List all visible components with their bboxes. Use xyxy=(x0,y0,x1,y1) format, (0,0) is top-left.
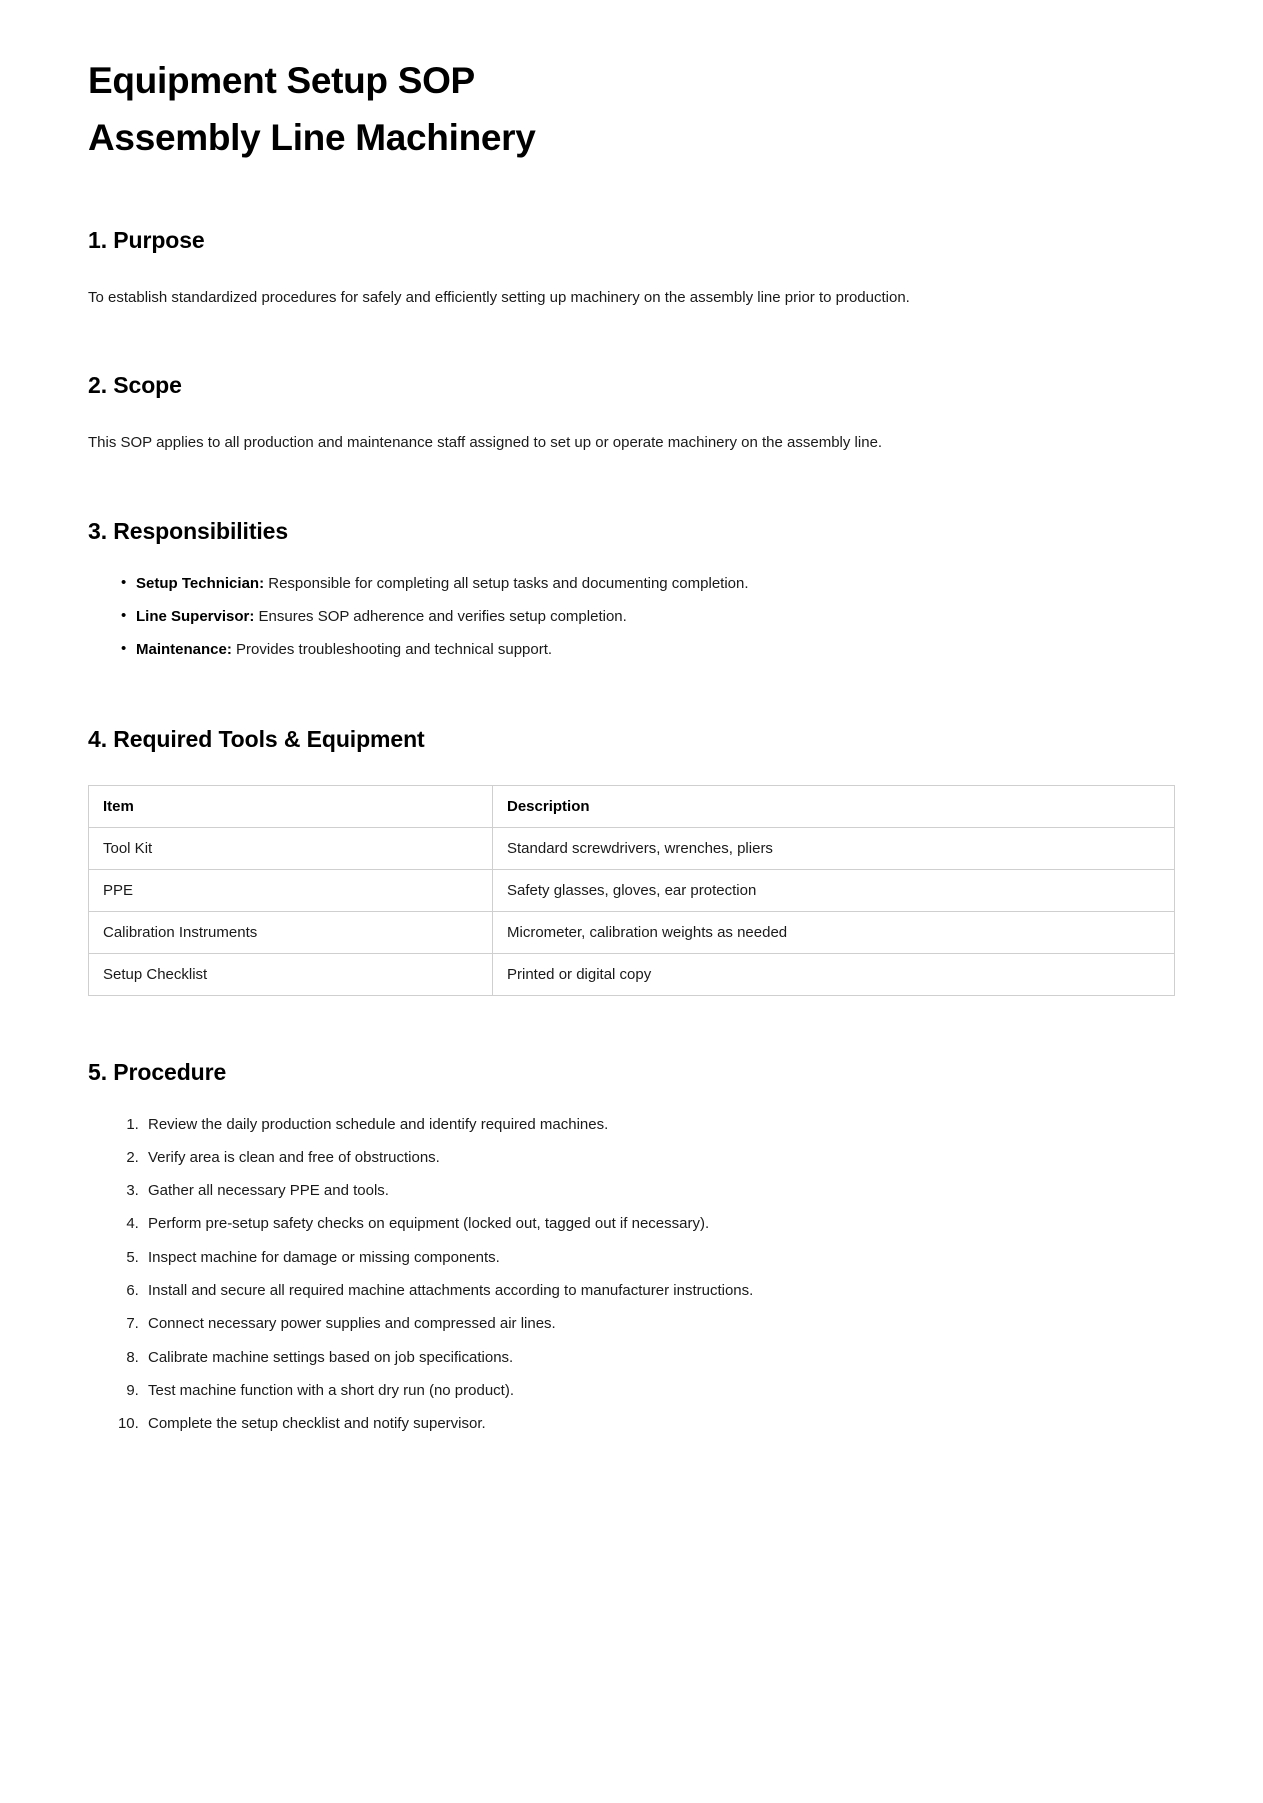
responsibility-text: Ensures SOP adherence and verifies setup completion. xyxy=(254,607,627,625)
required-tools-table xyxy=(88,785,1175,996)
section-purpose xyxy=(88,227,1175,310)
section-procedure xyxy=(88,1059,1175,1437)
responsibility-text: Responsible for completing all setup tasks and documenting completion. xyxy=(264,574,749,592)
procedure-list xyxy=(88,1113,1175,1437)
table-row xyxy=(89,827,1175,869)
list-item: 4. Perform pre-setup safety checks on equipment (locked out, tagged out if necessary). xyxy=(143,1212,1175,1236)
document-title xyxy=(88,52,1175,167)
list-item: 6. Install and secure all required machine attachments according to manufacturer instructions. xyxy=(143,1279,1175,1303)
column-header-description: Description xyxy=(493,785,1175,827)
table-body xyxy=(89,827,1175,995)
section-heading-scope: 2. Scope xyxy=(88,372,182,399)
section-required-tools xyxy=(88,726,1175,996)
section-heading-responsibilities: 3. Responsibilities xyxy=(88,517,289,544)
list-item: 8. Calibrate machine settings based on job specifications. xyxy=(143,1346,1175,1370)
section-heading-purpose: 1. Purpose xyxy=(88,226,205,253)
responsibility-role: Setup Technician: xyxy=(136,574,265,592)
cell-item: PPE xyxy=(89,869,493,911)
list-item xyxy=(121,572,1175,596)
section-scope xyxy=(88,372,1175,455)
purpose-paragraph: To establish standardized procedures for safely and efficiently setting up machinery on the assembly line prior to production. xyxy=(88,288,910,306)
list-item: 1. Review the daily production schedule and identify required machines. xyxy=(143,1113,1175,1137)
list-item xyxy=(121,605,1175,629)
list-item xyxy=(121,638,1175,662)
cell-description: Safety glasses, gloves, ear protection xyxy=(493,869,1175,911)
responsibility-text: Provides troubleshooting and technical support. xyxy=(231,641,553,659)
list-item: 5. Inspect machine for damage or missing components. xyxy=(143,1246,1175,1270)
list-item: 9. Test machine function with a short dry run (no product). xyxy=(143,1379,1175,1403)
table-row xyxy=(89,911,1175,953)
table-row xyxy=(89,953,1175,995)
document-title-line-1: Equipment Setup SOP xyxy=(88,60,475,101)
scope-paragraph: This SOP applies to all production and maintenance staff assigned to set up or operate machinery on the assembly line. xyxy=(88,434,883,452)
section-responsibilities xyxy=(88,518,1175,663)
cell-description: Standard screwdrivers, wrenches, pliers xyxy=(493,827,1175,869)
column-header-item: Item xyxy=(89,785,493,827)
table-row xyxy=(89,869,1175,911)
section-heading-required-tools: 4. Required Tools & Equipment xyxy=(88,725,425,752)
responsibility-role: Maintenance: xyxy=(136,641,232,659)
list-item: 2. Verify area is clean and free of obstructions. xyxy=(143,1146,1175,1170)
list-item: 7. Connect necessary power supplies and compressed air lines. xyxy=(143,1312,1175,1336)
cell-description: Printed or digital copy xyxy=(493,953,1175,995)
list-item: 3. Gather all necessary PPE and tools. xyxy=(143,1179,1175,1203)
cell-description: Micrometer, calibration weights as needed xyxy=(493,911,1175,953)
table-header-row xyxy=(89,785,1175,827)
section-heading-procedure: 5. Procedure xyxy=(88,1058,227,1085)
cell-item: Tool Kit xyxy=(89,827,493,869)
document-title-line-2: Assembly Line Machinery xyxy=(88,117,536,159)
table-header xyxy=(89,785,1175,827)
responsibilities-list xyxy=(88,572,1175,663)
cell-item: Calibration Instruments xyxy=(89,911,493,953)
cell-item: Setup Checklist xyxy=(89,953,493,995)
list-item: 10. Complete the setup checklist and notify supervisor. xyxy=(143,1412,1175,1436)
responsibility-role: Line Supervisor: xyxy=(136,607,255,625)
